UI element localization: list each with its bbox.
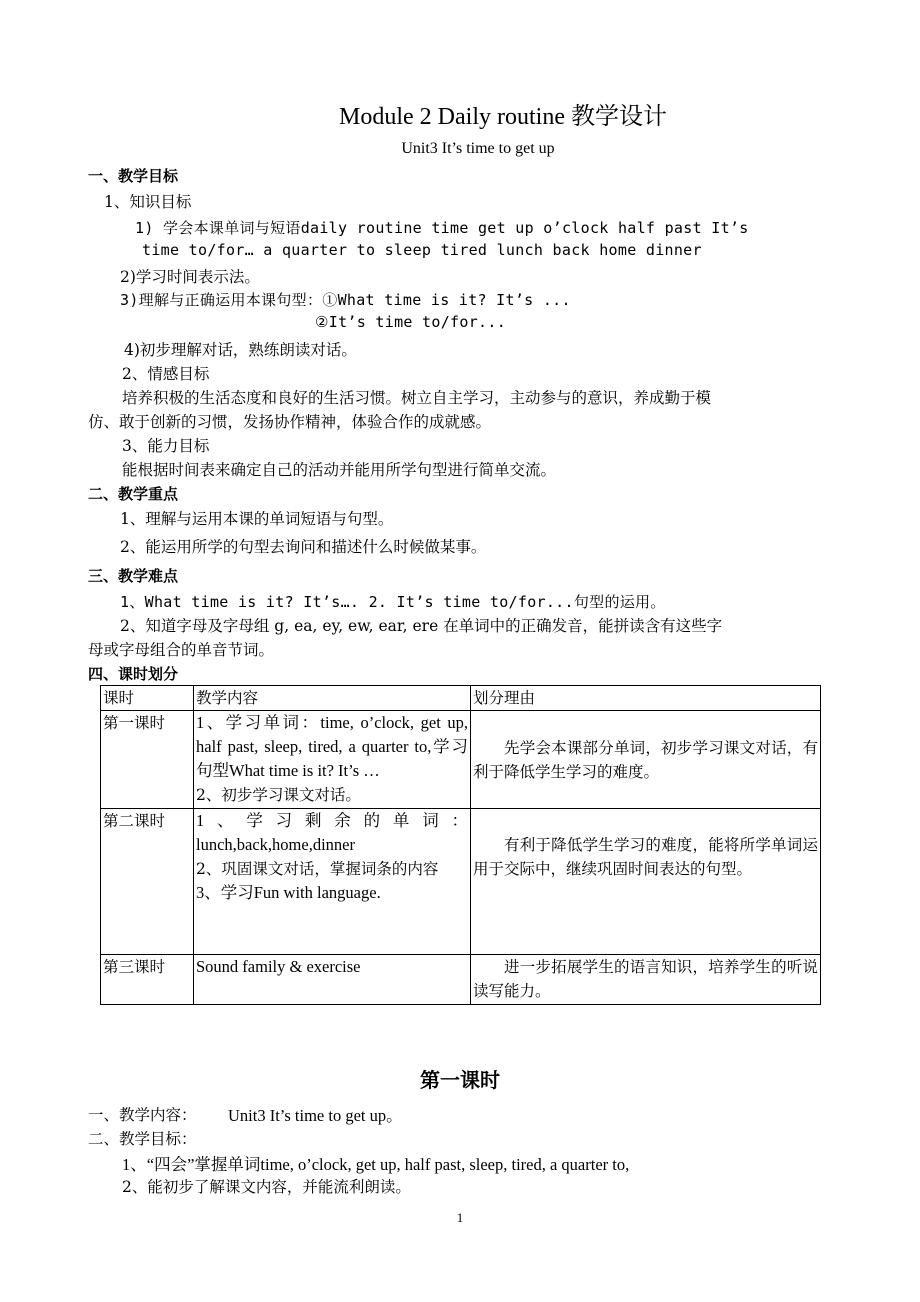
document-title: Module 2 Daily routine 教学设计 [339,104,667,130]
table-cell-content-line: 2、巩固课文对话，掌握词条的内容 [196,860,439,878]
knowledge-goals-heading: 1、知识目标 [104,193,192,211]
table-cell-content-line: 3、学习Fun with language. [196,883,381,902]
table-cell-content [194,809,471,955]
table-cell-content [194,711,471,809]
ability-goals-heading: 3、能力目标 [122,437,210,455]
table-cell-period: 第一课时 [101,711,194,809]
section-heading-teaching-goals: 一、教学目标 [88,167,179,185]
difficulty-1: 1、What time is it? It’s…. 2. It’s time to/for...句型的运用。 [120,593,666,611]
knowledge-item-1-line-1: 1) 学会本课单词与短语daily routine time get up o’clock half past It’s [135,219,749,237]
table-cell-reason: 进一步拓展学生的语言知识，培养学生的听说读写能力。 [471,955,821,1005]
table-cell-content-line: 1、学习剩余的单词：lunch,back,home,dinner [196,811,468,854]
lesson-1-goal-2: 2、能初步了解课文内容，并能流利朗读。 [122,1178,411,1196]
knowledge-item-3-line-1: 3)理解与正确运用本课句型：①What time is it? It’s ... [120,291,571,309]
table-cell-reason: 先学会本课部分单词，初步学习课文对话，有利于降低学生学习的难度。 [471,711,821,809]
knowledge-item-2: 2)学习时间表示法。 [120,268,260,286]
table-header-period: 课时 [101,686,194,711]
table-cell-reason: 有利于降低学生学习的难度，能将所学单词运用于交际中，继续巩固时间表达的句型。 [471,809,821,955]
section-heading-key-points: 二、教学重点 [88,485,179,503]
emotion-goals-heading: 2、情感目标 [122,365,210,383]
knowledge-item-4: 4)初步理解对话，熟练朗读对话。 [124,341,357,359]
emotion-goals-line-2: 仿、敢于创新的习惯，发扬协作精神，体验合作的成就感。 [88,413,492,431]
table-header-row [101,686,821,711]
knowledge-item-1-line-2: time to/for… a quarter to sleep tired lunch back home dinner [142,241,702,259]
table-cell-content-line: 1、学习单词：time, o’clock, get up, half past, sleep, tired, a quarter to,学习句型What time is it? It’s … [196,713,468,780]
ability-goals-text: 能根据时间表来确定自己的活动并能用所学句型进行简单交流。 [122,461,557,479]
section-heading-difficulties: 三、教学难点 [88,567,179,585]
table-header-content: 教学内容 [194,686,471,711]
lesson-1-goal-1: 1、“四会”掌握单词time, o’clock, get up, half past, sleep, tired, a quarter to, [122,1155,630,1174]
lesson-1-goal-label: 二、教学目标： [88,1130,197,1148]
key-point-1: 1、理解与运用本课的单词短语与句型。 [120,510,394,528]
difficulty-2-line-2: 母或字母组合的单音节词。 [88,641,275,659]
section-heading-lesson-division: 四、课时划分 [88,665,179,683]
knowledge-item-3-line-2: ②It’s time to/for... [315,313,507,331]
table-row [101,711,821,809]
lesson-division-table [100,685,821,1005]
table-header-reason: 划分理由 [471,686,821,711]
emotion-goals-line-1: 培养积极的生活态度和良好的生活习惯。树立自主学习，主动参与的意识，养成勤于模 [122,389,712,407]
table-row [101,955,821,1005]
lesson-1-content-value: Unit3 It’s time to get up。 [228,1106,403,1125]
table-cell-period: 第三课时 [101,955,194,1005]
lesson-1-title: 第一课时 [420,1068,500,1092]
table-row [101,809,821,955]
lesson-1-content-label: 一、教学内容： [88,1106,197,1124]
table-cell-content: Sound family & exercise [194,955,471,1005]
table-cell-period: 第二课时 [101,809,194,955]
page-number: 1 [456,1210,464,1225]
difficulty-2-line-1: 2、知道字母及字母组 g, ea, ey, ew, ear, ere 在单词中的正确发音，能拼读含有这些字 [120,617,723,635]
key-point-2: 2、能运用所学的句型去询问和描述什么时候做某事。 [120,538,487,556]
document-subtitle: Unit3 It’s time to get up [401,140,555,157]
table-cell-content-line: 2、初步学习课文对话。 [196,786,361,804]
